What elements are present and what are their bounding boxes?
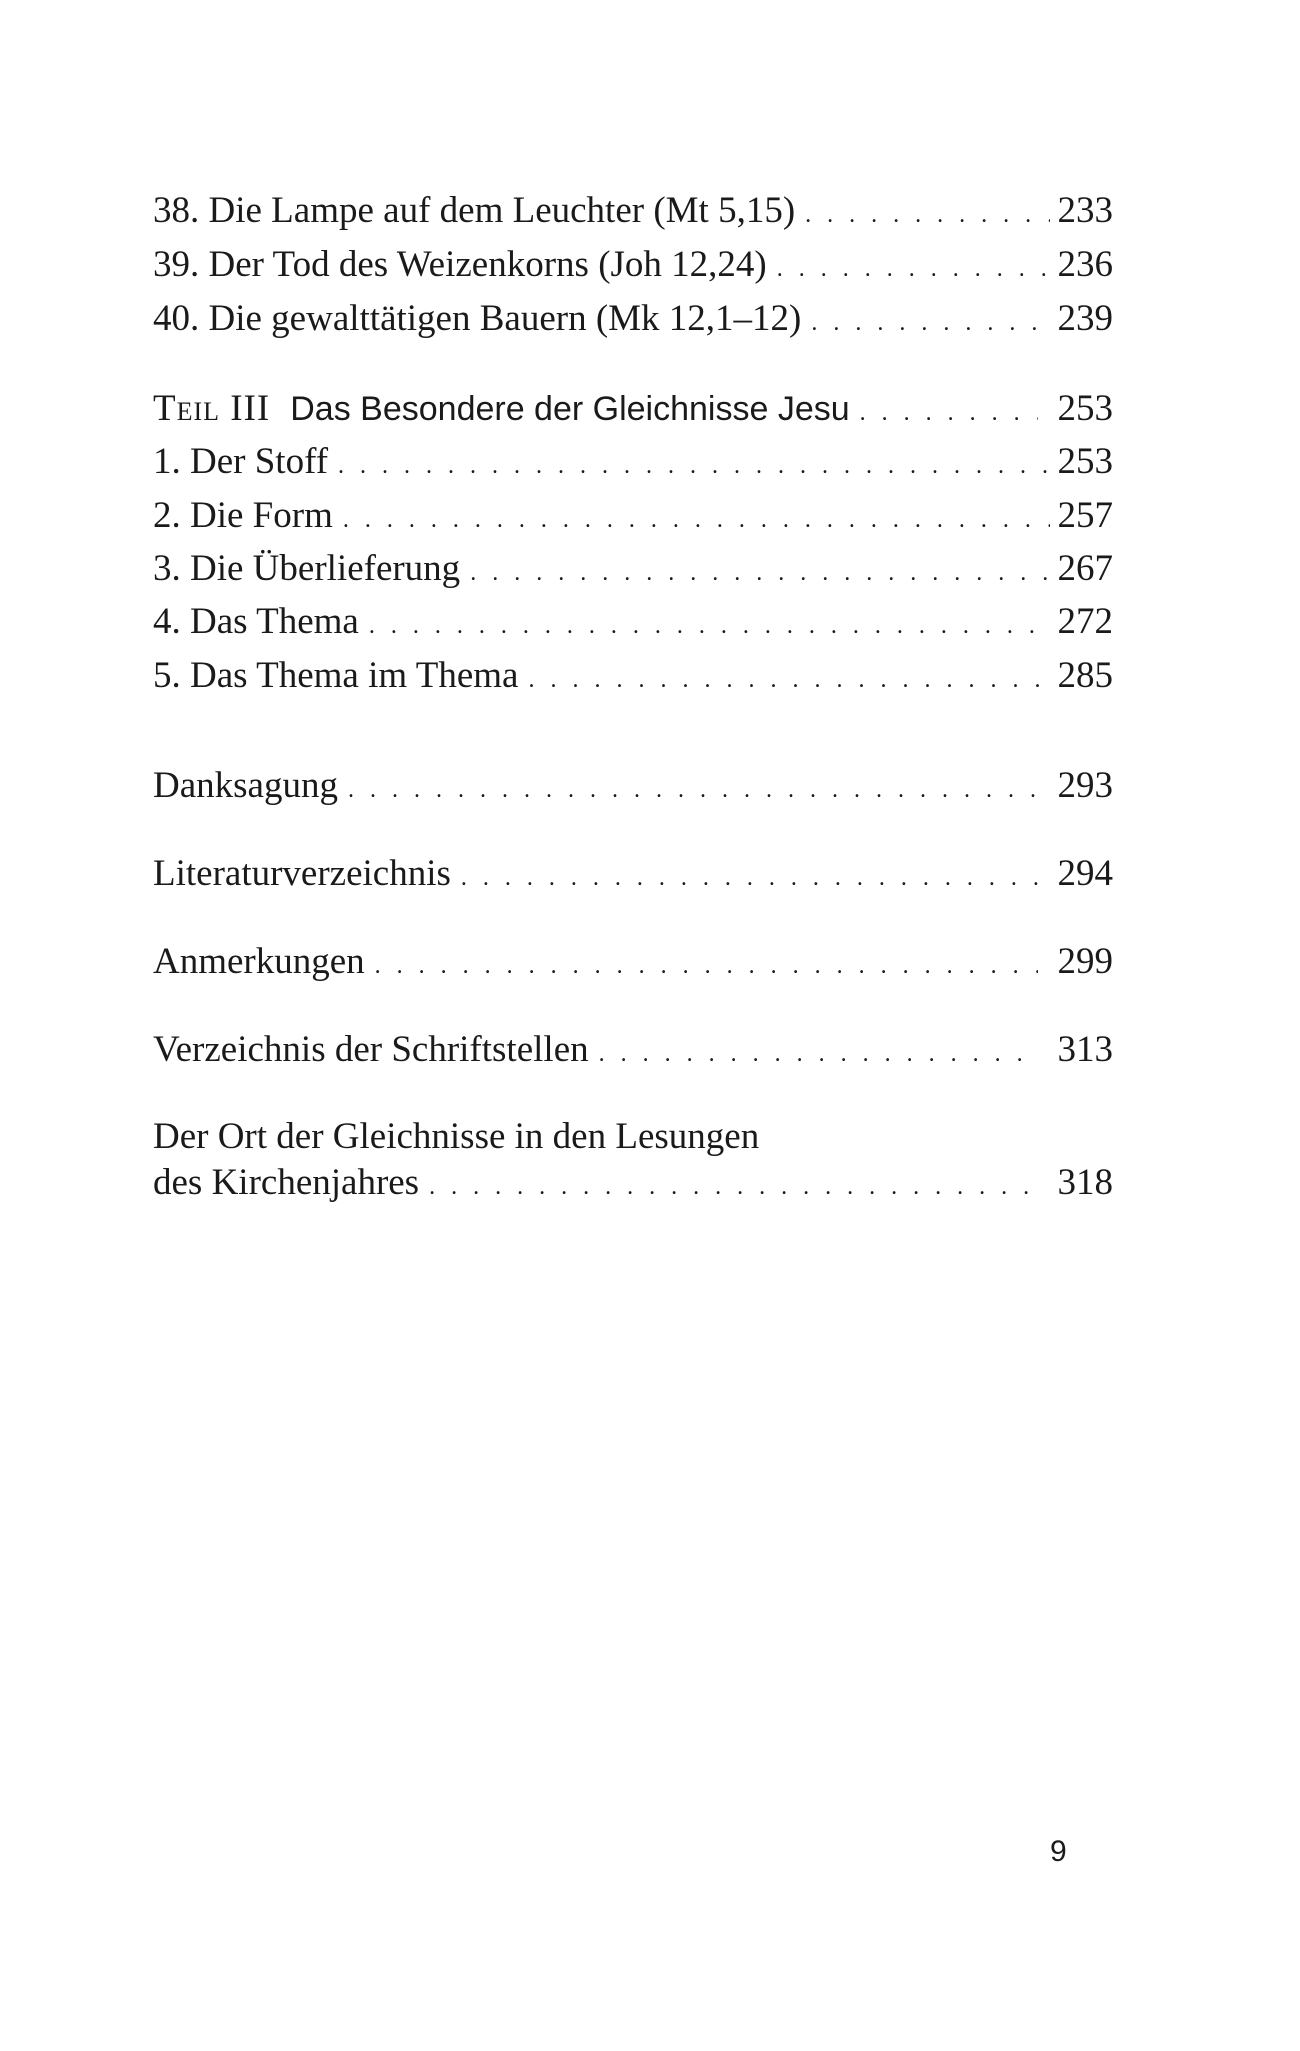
dot-leader — [860, 388, 1038, 438]
toc-entry-title: Danksagung — [153, 765, 338, 806]
dot-leader — [528, 655, 1049, 705]
toc-last-entry-line1: Der Ort der Gleichnisse in den Lesungen — [153, 1116, 760, 1157]
part-label: Teil III — [153, 388, 271, 429]
toc-entry-page: 233 — [1057, 190, 1113, 231]
toc-entry-page: 294 — [1057, 853, 1113, 894]
dot-leader — [338, 441, 1049, 491]
toc-entry-page: 285 — [1057, 655, 1113, 696]
toc-entry-page: 257 — [1057, 495, 1113, 536]
page-number: 9 — [1050, 1835, 1067, 1868]
toc-entry-page: 299 — [1057, 941, 1113, 982]
toc-entry-page: 293 — [1057, 765, 1113, 806]
part-title: Das Besondere der Gleichnisse Jesu — [290, 390, 850, 428]
toc-entry-title: 2. Die Form — [153, 495, 333, 536]
toc-section-4 — [153, 597, 1113, 647]
toc-entry-title: Literaturverzeichnis — [153, 853, 451, 894]
toc-appendix-schriftstellen — [153, 1025, 1113, 1075]
dot-leader — [429, 1162, 1037, 1212]
dot-leader — [375, 941, 1038, 991]
toc-section-2 — [153, 491, 1113, 541]
dot-leader — [805, 190, 1049, 240]
dot-leader — [777, 244, 1050, 294]
dot-leader — [470, 548, 1049, 598]
dot-leader — [343, 495, 1050, 545]
toc-last-entry — [153, 1158, 1113, 1208]
toc-entry-page: 272 — [1057, 601, 1113, 642]
toc-entry-title: Anmerkungen — [153, 941, 365, 982]
toc-part-heading — [153, 384, 1113, 434]
toc-entry-title: 4. Das Thema — [153, 601, 359, 642]
toc-entry-title: 5. Das Thema im Thema — [153, 655, 519, 696]
toc-entry-title: des Kirchenjahres — [153, 1162, 420, 1203]
dot-leader — [811, 298, 1049, 348]
toc-entry-page: 236 — [1057, 244, 1113, 285]
dot-leader — [348, 765, 1038, 815]
toc-entry-page: 267 — [1057, 548, 1113, 589]
part-heading — [153, 384, 850, 434]
toc-entry-title: 38. Die Lampe auf dem Leuchter (Mt 5,15) — [153, 190, 796, 231]
toc-appendix-danksagung — [153, 761, 1113, 811]
toc-entry-page: 313 — [1057, 1029, 1113, 1070]
toc-section-1 — [153, 437, 1113, 487]
toc-entry-page: 253 — [1057, 388, 1113, 429]
toc-appendix-literatur — [153, 849, 1113, 899]
toc-entry-title: 40. Die gewalttätigen Bauern (Mk 12,1–12) — [153, 298, 802, 339]
toc-section-5 — [153, 651, 1113, 701]
dot-leader — [599, 1029, 1038, 1079]
toc-entry-title: 3. Die Überlieferung — [153, 548, 461, 589]
toc-section-3 — [153, 544, 1113, 594]
toc-entry-38 — [153, 186, 1113, 236]
toc-entry-40 — [153, 294, 1113, 344]
toc-entry-title: 39. Der Tod des Weizenkorns (Joh 12,24) — [153, 244, 767, 285]
toc-entry-page: 239 — [1057, 298, 1113, 339]
toc-entry-39 — [153, 240, 1113, 290]
toc-entry-page: 253 — [1057, 441, 1113, 482]
dot-leader — [369, 601, 1050, 651]
toc-appendix-anmerkungen — [153, 937, 1113, 987]
dot-leader — [461, 853, 1038, 903]
toc-entry-page: 318 — [1057, 1162, 1113, 1203]
toc-entry-title: Verzeichnis der Schriftstellen — [153, 1029, 589, 1070]
toc-entry-title: 1. Der Stoff — [153, 441, 329, 482]
